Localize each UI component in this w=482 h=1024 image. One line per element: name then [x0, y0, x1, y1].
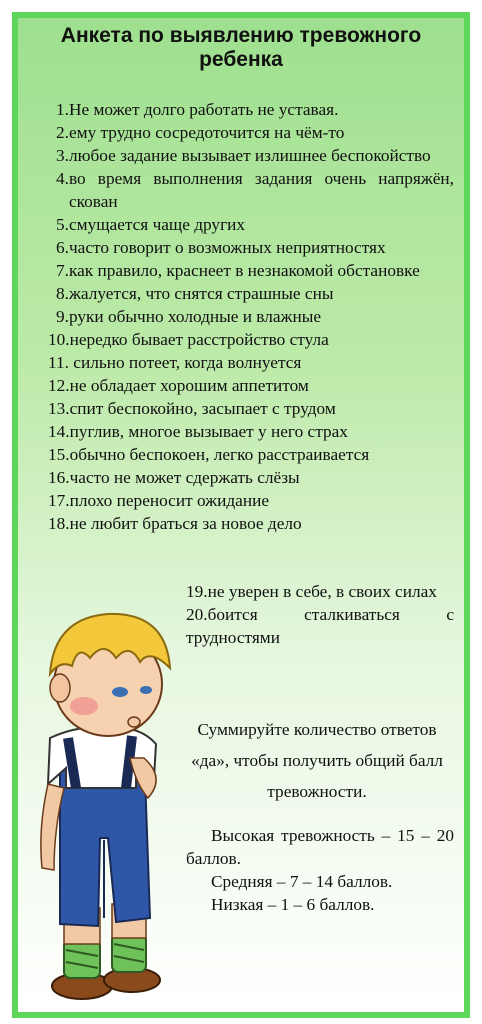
list-item [48, 420, 454, 443]
item-text: не обладает хорошим аппетитом [69, 376, 309, 395]
score-low: Низкая – 1 – 6 баллов. [211, 895, 375, 914]
item-number: 6. [56, 238, 69, 257]
item-text: плохо переносит ожидание [69, 491, 270, 510]
item-number: 5. [56, 215, 69, 234]
item-number: 13. [48, 399, 70, 418]
list-item [56, 98, 454, 121]
item-number: 3. [56, 146, 69, 165]
list-item [56, 305, 454, 328]
list-item [56, 282, 454, 305]
item-text: сильно потеет, когда волнуется [68, 353, 302, 372]
item-text: Не может долго работать не уставая. [68, 100, 339, 119]
item-number: 9. [56, 307, 69, 326]
score-scale [186, 824, 454, 916]
list-item: 19.не уверен в себе, в своих силах [186, 582, 437, 601]
list-item [56, 167, 454, 213]
list-item [48, 466, 454, 489]
list-item [48, 489, 454, 512]
item-number: 4. [56, 169, 69, 188]
list-item: 20.боится сталкиваться с трудностями [186, 605, 454, 647]
item-text: во время выполнения задания очень напряжён, скован [68, 169, 454, 211]
item-number: 17. [48, 491, 70, 510]
summary-text: Суммируйте количество ответов «да», чтобы получить общий балл тревожности. [191, 720, 443, 801]
list-item [48, 443, 454, 466]
item-text: не любит браться за новое дело [69, 514, 302, 533]
item-number: 16. [48, 468, 70, 487]
item-text: жалуется, что снятся страшные сны [68, 284, 334, 303]
list-item [48, 512, 454, 535]
item-number: 15. [48, 445, 70, 464]
item-text: любое задание вызывает излишнее беспокойство [68, 146, 431, 165]
item-number: 10. [48, 330, 70, 349]
item-text: смущается чаще других [68, 215, 246, 234]
item-text: руки обычно холодные и влажные [68, 307, 321, 326]
item-text: как правило, краснеет в незнакомой обстановке [68, 261, 420, 280]
score-high: Высокая тревожность – 15 – 20 баллов. [186, 826, 454, 868]
list-item [48, 397, 454, 420]
list-item [48, 351, 454, 374]
boy-illustration [20, 588, 200, 1008]
list-item [56, 144, 454, 167]
item-number: 11. [48, 353, 69, 372]
item-number: 18. [48, 514, 70, 533]
list-item [48, 374, 454, 397]
item-text: спит беспокойно, засыпает с трудом [69, 399, 336, 418]
item-text: часто говорит о возможных неприятностях [68, 238, 386, 257]
list-item [56, 213, 454, 236]
list-item [48, 328, 454, 351]
item-number: 1. [56, 100, 69, 119]
question-list-side [186, 580, 454, 649]
item-text: нередко бывает расстройство стула [69, 330, 329, 349]
item-number: 8. [56, 284, 69, 303]
item-text: пуглив, многое вызывает у него страх [69, 422, 348, 441]
score-medium: Средняя – 7 – 14 баллов. [211, 872, 393, 891]
item-text: часто не может сдержать слёзы [69, 468, 300, 487]
question-list [48, 98, 454, 535]
item-number: 2. [56, 123, 69, 142]
item-text: ему трудно сосредоточится на чём-то [68, 123, 345, 142]
item-number: 7. [56, 261, 69, 280]
item-text: обычно беспокоен, легко расстраивается [69, 445, 370, 464]
list-item [56, 121, 454, 144]
list-item [56, 236, 454, 259]
item-number: 14. [48, 422, 70, 441]
page-title: Анкета по выявлению тревожного ребенка [60, 24, 422, 71]
list-item [56, 259, 454, 282]
item-number: 12. [48, 376, 70, 395]
